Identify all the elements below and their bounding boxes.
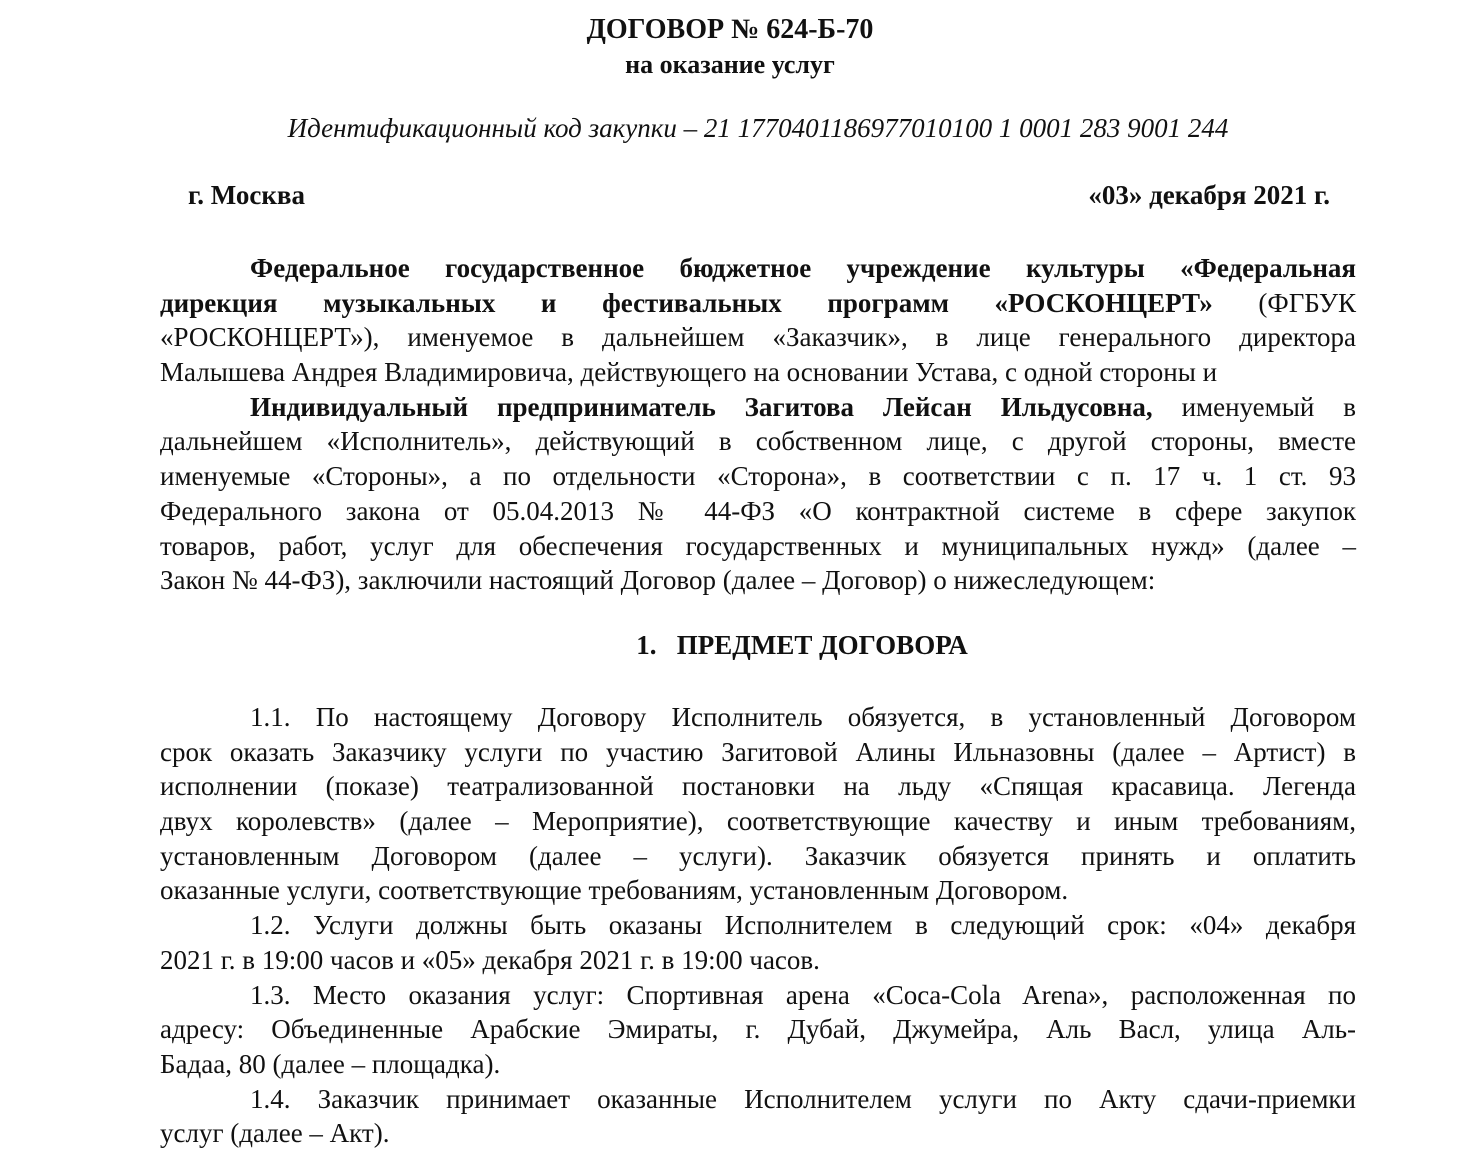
text-line bbox=[160, 529, 1356, 564]
text-line bbox=[160, 908, 1356, 943]
bold-text: Федеральное государственное бюджетное учреждение культуры «Федеральная bbox=[250, 253, 1356, 283]
plain-text: именуемые «Стороны», а по отдельности «Сторона», в соответствии с п. 17 ч. 1 ст. 93 bbox=[160, 461, 1356, 492]
line-content bbox=[160, 804, 1356, 839]
plain-text: именуемый в bbox=[1181, 391, 1356, 422]
line-content bbox=[160, 563, 1356, 598]
plain-text: адресу: Объединенные Арабские Эмираты, г. Дубай, Джумейра, Аль Васл, улица Аль- bbox=[160, 1014, 1356, 1045]
purchase-code: Идентификационный код закупки – 21 1770401186977010100 1 0001 283 9001 244 bbox=[287, 113, 1229, 143]
line-content bbox=[160, 286, 1356, 321]
plain-text: дальнейшем «Исполнитель», действующий в собственном лице, с другой стороны, вместе bbox=[160, 426, 1356, 457]
text-line bbox=[160, 700, 1356, 735]
line-content bbox=[250, 700, 1356, 735]
contract-date: «03» декабря 2021 г. bbox=[1088, 180, 1330, 210]
line-content bbox=[160, 1012, 1356, 1047]
line-content bbox=[160, 529, 1356, 564]
text-line bbox=[160, 286, 1356, 321]
bold-text: Индивидуальный предприниматель Загитова Лейсан Ильдусовна, bbox=[250, 391, 1182, 422]
text-line bbox=[160, 804, 1356, 839]
line-content bbox=[250, 1082, 1356, 1117]
contract-subtitle: на оказание услуг bbox=[625, 50, 835, 79]
text-line bbox=[160, 978, 1356, 1013]
line-content bbox=[250, 908, 1356, 943]
plain-text: 1.3. Место оказания услуг: Спортивная арена «Coca-Cola Arena», расположенная по bbox=[250, 979, 1356, 1010]
text-line bbox=[160, 390, 1356, 425]
line-content bbox=[160, 873, 1356, 908]
line-content bbox=[250, 390, 1356, 425]
line-content bbox=[160, 355, 1356, 390]
plain-text: (ФГБУК bbox=[1258, 287, 1356, 318]
text-line bbox=[160, 424, 1356, 459]
preamble bbox=[160, 251, 1356, 598]
plain-text: «РОСКОНЦЕРТ»), именуемое в дальнейшем «Заказчик», в лице генерального директора bbox=[160, 322, 1356, 353]
line-content bbox=[250, 251, 1356, 286]
text-line bbox=[160, 1047, 1356, 1082]
text-line bbox=[160, 1082, 1356, 1117]
text-line bbox=[160, 320, 1356, 355]
line-content bbox=[160, 943, 1356, 978]
contract-title: ДОГОВОР № 624-Б-70 bbox=[586, 14, 874, 45]
plain-text: услуг (далее – Акт). bbox=[160, 1118, 390, 1149]
text-line bbox=[160, 355, 1356, 390]
plain-text: оказанные услуги, соответствующие требованиям, установленным Договором. bbox=[160, 875, 1069, 906]
text-line bbox=[160, 873, 1356, 908]
line-content bbox=[160, 1116, 1356, 1151]
city: г. Москва bbox=[188, 180, 305, 210]
plain-text: 2021 г. в 19:00 часов и «05» декабря 2021 г. в 19:00 часов. bbox=[160, 944, 820, 975]
text-line bbox=[160, 1012, 1356, 1047]
text-line bbox=[160, 494, 1356, 529]
bold-text: дирекция музыкальных и фестивальных программ «РОСКОНЦЕРТ» bbox=[160, 287, 1259, 318]
plain-text: 1.2. Услуги должны быть оказаны Исполнителем в следующий срок: «04» декабря bbox=[250, 910, 1356, 941]
text-line bbox=[160, 769, 1356, 804]
plain-text: Федерального закона от 05.04.2013 № 44-ФЗ «О контрактной системе в сфере закупок bbox=[160, 495, 1356, 526]
plain-text: товаров, работ, услуг для обеспечения государственных и муниципальных нужд» (далее – bbox=[160, 530, 1356, 561]
line-content bbox=[160, 459, 1356, 494]
line-content bbox=[160, 769, 1356, 804]
plain-text: установленным Договором (далее – услуги). Заказчик обязуется принять и оплатить bbox=[160, 840, 1356, 871]
section-1-body bbox=[160, 700, 1356, 1151]
line-content bbox=[250, 978, 1356, 1013]
plain-text: срок оказать Заказчику услуги по участию Загитовой Алины Ильназовны (далее – Артист) в bbox=[160, 736, 1356, 767]
text-line bbox=[160, 735, 1356, 770]
text-line bbox=[160, 563, 1356, 598]
text-line bbox=[160, 459, 1356, 494]
text-line bbox=[160, 839, 1356, 874]
line-content bbox=[160, 494, 1356, 529]
text-line bbox=[160, 1116, 1356, 1151]
plain-text: исполнении (показе) театрализованной постановки на льду «Спящая красавица. Легенда bbox=[160, 771, 1356, 802]
plain-text: 1.4. Заказчик принимает оказанные Исполнителем услуги по Акту сдачи-приемки bbox=[250, 1083, 1356, 1114]
section-1-heading: 1. ПРЕДМЕТ ДОГОВОРА bbox=[636, 630, 968, 660]
plain-text: Бадаа, 80 (далее – площадка). bbox=[160, 1048, 501, 1079]
line-content bbox=[160, 320, 1356, 355]
line-content bbox=[160, 424, 1356, 459]
line-content bbox=[160, 839, 1356, 874]
plain-text: 1.1. По настоящему Договору Исполнитель обязуется, в установленный Договором bbox=[250, 702, 1356, 732]
text-line bbox=[160, 251, 1356, 286]
plain-text: Закон № 44-ФЗ), заключили настоящий Договор (далее – Договор) о нижеследующем: bbox=[160, 565, 1156, 596]
plain-text: двух королевств» (далее – Мероприятие), соответствующие качеству и иным требованиям, bbox=[160, 806, 1356, 837]
line-content bbox=[160, 735, 1356, 770]
text-line bbox=[160, 943, 1356, 978]
line-content bbox=[160, 1047, 1356, 1082]
plain-text: Малышева Андрея Владимировича, действующего на основании Устава, с одной стороны и bbox=[160, 357, 1218, 388]
